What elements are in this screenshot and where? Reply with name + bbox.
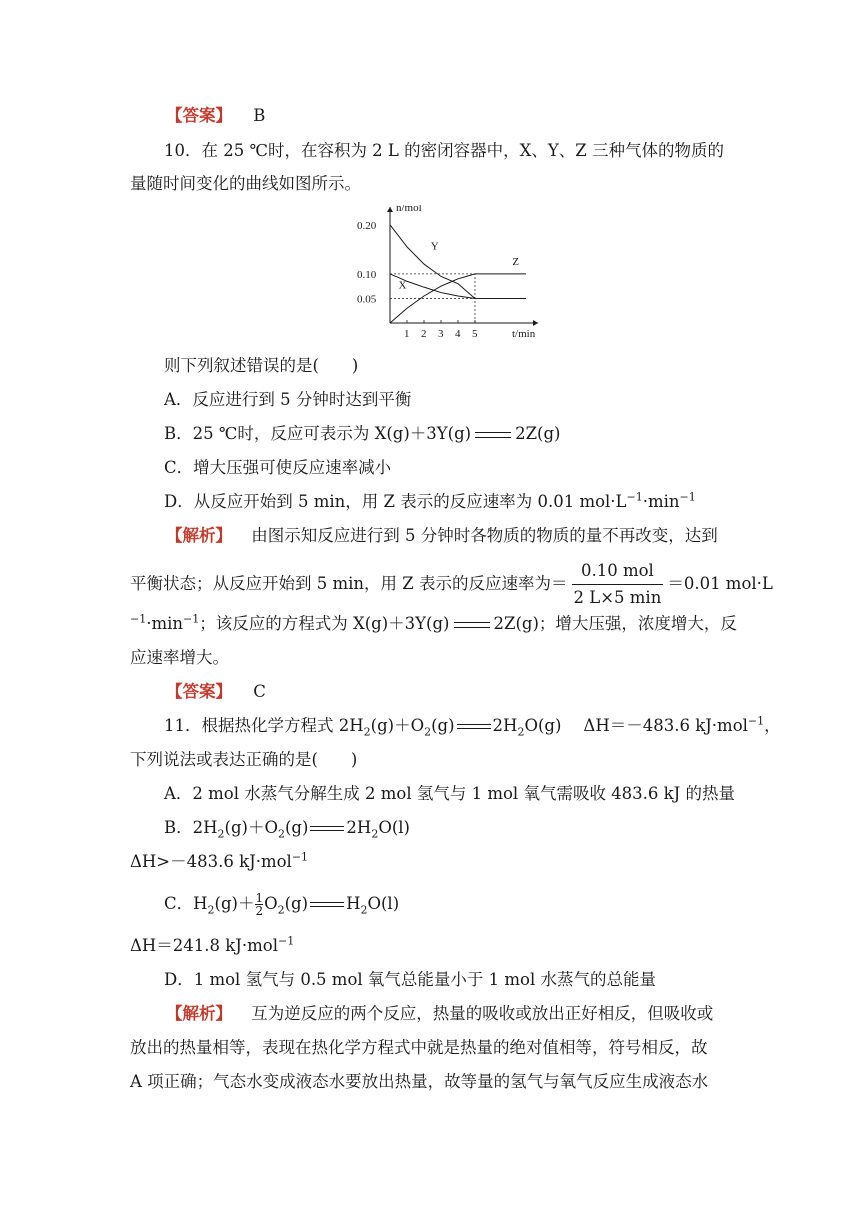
stem-text: 2H	[492, 716, 518, 735]
q11-option-b	[164, 818, 410, 841]
q10-option-b	[164, 424, 561, 444]
fraction-numerator: 1	[255, 891, 264, 905]
subscript: 2	[277, 903, 285, 917]
x-tick-label: 2	[421, 328, 427, 340]
q10-option-d	[164, 492, 696, 512]
fraction-denominator: 2	[255, 904, 264, 918]
reaction-chart	[355, 205, 545, 345]
q9-answer	[166, 106, 265, 126]
option-b-text: B．25 ℃时，反应可表示为 X(g)＋3Y(g)	[164, 424, 472, 443]
series-label-z: Z	[512, 256, 520, 269]
reversible-arrow-icon	[454, 620, 490, 630]
stem-text: (g)	[431, 716, 455, 735]
analysis-text: 由图示知反应进行到 5 分钟时各物质的物质的量不再改变，达到	[251, 526, 718, 545]
q10-answer	[166, 682, 266, 702]
answer-value: B	[253, 106, 266, 125]
option-text: B．2H	[164, 818, 218, 837]
q11-analysis-line3: A 项正确；气态水变成液态水要放出热量，故等量的氢气与氧气反应生成液态水	[130, 1072, 709, 1091]
analysis-text: ·min	[146, 614, 184, 633]
option-b-product: 2Z(g)	[515, 424, 561, 443]
y-tick-label: 0.10	[357, 268, 377, 281]
option-text: (g)＋O	[224, 818, 278, 837]
enthalpy-text: ΔH>－483.6 kJ·mol	[130, 852, 292, 871]
stem-text: (g)＋O	[370, 716, 425, 735]
fraction-numerator: 0.10 mol	[572, 560, 664, 585]
q10-stem-line2: 量随时间变化的曲线如图所示。	[130, 174, 361, 193]
equals-sign-icon	[310, 901, 344, 909]
q10-analysis-line3	[130, 614, 737, 634]
reversible-arrow-icon	[475, 430, 511, 440]
q11-analysis-line2: 放出的热量相等，表现在热化学方程式中就是热量的绝对值相等，符号相反，故	[130, 1038, 708, 1057]
stem-text: O(g)	[524, 716, 562, 735]
answer-tag: 【答案】	[166, 106, 232, 125]
answer-tag: 【答案】	[166, 682, 232, 701]
y-tick-label: 0.20	[357, 219, 377, 232]
superscript: −1	[747, 714, 765, 728]
fraction-denominator: 2 L×5 min	[573, 588, 662, 607]
subscript: 2	[217, 827, 225, 841]
q11-option-d: D．1 mol 氢气与 0.5 mol 氧气总能量小于 1 mol 水蒸气的总能量	[164, 970, 656, 989]
option-d-sup2: −1	[679, 490, 696, 504]
q11-option-c	[164, 892, 399, 917]
analysis-tag: 【解析】	[166, 1004, 232, 1023]
q10-option-c: C．增大压强可使反应速率减小	[164, 458, 392, 477]
subscript: 2	[517, 725, 525, 739]
analysis-sup: −1	[183, 612, 200, 626]
x-axis-arrow	[533, 320, 538, 326]
q11-option-a: A．2 mol 水蒸气分解生成 2 mol 氢气与 1 mol 氧气需吸收 483.6 kJ 的热量	[164, 784, 736, 803]
option-text: 2H	[346, 818, 372, 837]
q11-analysis-line1	[166, 1004, 713, 1024]
q11-stem-line2: 下列说法或表达正确的是( )	[130, 750, 358, 769]
half-fraction	[255, 892, 263, 917]
subscript: 2	[371, 827, 379, 841]
option-text: (g)	[284, 818, 309, 837]
option-text: O(l)	[367, 894, 400, 913]
series-line-y	[390, 225, 526, 299]
superscript: −1	[278, 934, 295, 948]
option-text: (g)＋	[214, 894, 255, 913]
equals-sign-icon	[310, 825, 344, 833]
q11-option-b-dh	[130, 852, 308, 872]
y-axis-arrow	[387, 207, 393, 212]
x-tick-label: 3	[438, 328, 444, 340]
q10-analysis-line2	[130, 560, 773, 609]
series-label-y: Y	[430, 240, 439, 253]
option-text: C．H	[164, 894, 208, 913]
analysis-text: ＝0.01 mol·L	[667, 574, 773, 593]
stem-text: ，	[764, 716, 781, 735]
analysis-text: 2Z(g)；增大压强，浓度增大，反	[493, 614, 737, 633]
analysis-text: ；该反应的方程式为 X(g)＋3Y(g)	[199, 614, 450, 633]
enthalpy-text: ΔH＝241.8 kJ·mol	[130, 936, 279, 955]
q10-question: 则下列叙述错误的是( )	[164, 356, 359, 375]
q11-option-c-dh	[130, 936, 294, 956]
option-text: H	[346, 894, 361, 913]
q10-analysis-line4: 应速率增大。	[130, 648, 229, 667]
x-axis-label: t/min	[512, 328, 536, 340]
option-text: (g)	[284, 894, 309, 913]
answer-value: C	[253, 682, 266, 701]
subscript: 2	[207, 903, 215, 917]
option-d-mid: ·min	[642, 492, 680, 511]
q10-stem-line1: 10．在 25 ℃时，在容积为 2 L 的密闭容器中，X、Y、Z 三种气体的物质的	[164, 141, 724, 160]
x-tick-label: 5	[472, 328, 478, 340]
q11-stem-line1	[164, 714, 781, 739]
analysis-tag: 【解析】	[166, 526, 232, 545]
option-d-sup1: −1	[626, 490, 643, 504]
series-line-x	[390, 274, 526, 299]
x-tick-label: 1	[404, 328, 410, 340]
equals-sign-icon	[457, 723, 491, 731]
rate-fraction	[572, 560, 664, 609]
y-axis-label: n/mol	[396, 205, 422, 214]
analysis-sup: −1	[130, 612, 147, 626]
option-text: O	[264, 894, 278, 913]
enthalpy-text: ΔH＝－483.6 kJ·mol	[583, 716, 748, 735]
analysis-text: 互为逆反应的两个反应，热量的吸收或放出正好相反，但吸收或	[251, 1004, 714, 1023]
q10-analysis-line1	[166, 526, 718, 546]
subscript: 2	[360, 903, 368, 917]
option-text: O(l)	[378, 818, 410, 837]
stem-text: 11．根据热化学方程式 2H	[164, 716, 364, 735]
option-d-text: D．从反应开始到 5 min，用 Z 表示的反应速率为 0.01 mol·L	[164, 492, 627, 511]
x-tick-label: 4	[455, 328, 461, 340]
superscript: −1	[291, 850, 309, 864]
q10-option-a: A．反应进行到 5 分钟时达到平衡	[164, 390, 412, 409]
series-label-x: X	[398, 279, 407, 292]
y-tick-label: 0.05	[357, 293, 377, 306]
analysis-text: 平衡状态；从反应开始到 5 min，用 Z 表示的反应速率为＝	[130, 574, 568, 593]
subscript: 2	[424, 725, 432, 739]
subscript: 2	[363, 725, 371, 739]
subscript: 2	[277, 827, 285, 841]
